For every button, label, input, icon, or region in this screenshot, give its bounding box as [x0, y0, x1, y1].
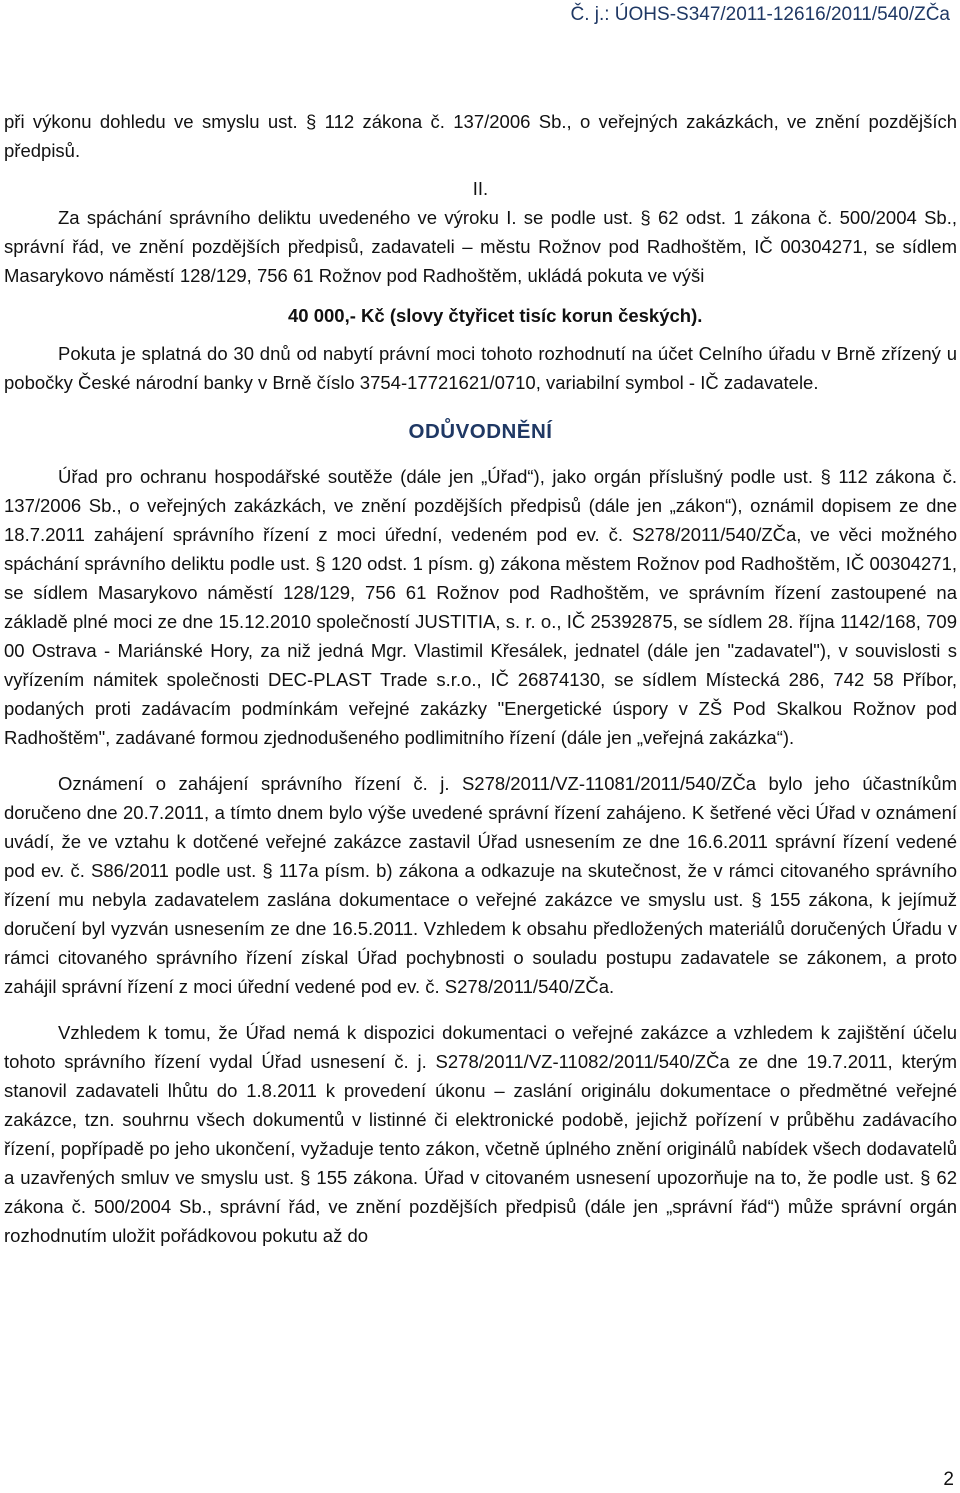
paragraph-payment: Pokuta je splatná do 30 dnů od nabytí právní moci tohoto rozhodnutí na účet Celního úřadu v Brně zřízený u pobočky České národní banky v Brně číslo 3754-17721621/0710, variabilní symbol - IČ zadavatele.: [4, 343, 957, 393]
section-numeral: II.: [472, 178, 489, 199]
paragraph-reasoning-2: Oznámení o zahájení správního řízení č. j. S278/2011/VZ-11081/2011/540/ZČa bylo jeho účastníkům doručeno dne 20.7.2011, a tímto dnem bylo výše uvedené správní řízení zahájeno. K šetřené věci Úřad v oznámení uvádí, že ve vztahu k dotčené veřejné zakázce zastavil Úřad usnesením ze dne 16.6.2011 správní řízení vedené pod ev. č. S86/2011 podle ust. § 117a písm. b) zákona a odkazuje na skutečnost, že v rámci citovaného správního řízení mu nebyla zadavatelem zaslána dokumentace o veřejné zakázce ve smyslu ust. § 155 zákona, k jejímuž doručení byl vyzván usnesením ze dne 16.5.2011. Vzhledem k obsahu předložených materiálů doručených Úřadu v rámci citovaného správního řízení získal Úřad pochybnosti o souladu postupu zadavatele se zákonem, a proto zahájil správní řízení z moci úřední vedené pod ev. č. S278/2011/540/ZČa.: [4, 773, 957, 997]
page-number: 2: [943, 1469, 954, 1490]
paragraph-penalty-intro: Za spáchání správního deliktu uvedeného ve výroku I. se podle ust. § 62 odst. 1 zákona č. 500/2004 Sb., správní řád, ve znění pozdějších předpisů, zadavateli – městu Rožnov pod Radhoštěm, IČ 00304271, se sídlem Masarykovo náměstí 128/129, 756 61 Rožnov pod Radhoštěm, ukládá pokuta ve výši: [4, 207, 957, 286]
document-body: [4, 107, 957, 1250]
penalty-amount: 40 000,- Kč (slovy čtyřicet tisíc korun českých).: [288, 305, 703, 326]
paragraph-reasoning-3: Vzhledem k tomu, že Úřad nemá k dispozici dokumentaci o veřejné zakázce a vzhledem k zajištění účelu tohoto správního řízení vydal Úřad usnesení č. j. S278/2011/VZ-11082/2011/540/ZČa ze dne 19.7.2011, kterým stanovil zadavateli lhůtu do 1.8.2011 k provedení úkonu – zaslání originálu dokumentace o předmětné veřejné zakázce, tzn. souhrnu všech dokumentů v listinné či elektronické podobě, jejichž pořízení v průběhu zadávacího řízení, popřípadě po jeho ukončení, vyžaduje tento zákon, včetně úplného znění originálů nabídek všech dodavatelů a uzavřených smluv ve smyslu ust. § 155 zákona. Úřad v citovaném usnesení upozorňuje na to, že podle ust. § 62 zákona č. 500/2004 Sb., správní řád, ve znění pozdějších předpisů (dále jen „správní řád“) může správní orgán rozhodnutím uložit pořádkovou pokutu až do: [4, 1022, 957, 1246]
document-reference-number: Č. j.: ÚOHS-S347/2011-12616/2011/540/ZČa: [570, 4, 950, 25]
paragraph-reasoning-1: Úřad pro ochranu hospodářské soutěže (dále jen „Úřad“), jako orgán příslušný podle ust. § 112 zákona č. 137/2006 Sb., o veřejných zakázkách, ve znění pozdějších předpisů (dále jen „zákon“), oznámil dopisem ze dne 18.7.2011 zahájení správního řízení z moci úřední, vedeném pod ev. č. S278/2011/540/ZČa, ve věci možného spáchání správního deliktu podle ust. § 120 odst. 1 písm. g) zákona městem Rožnov pod Radhoštěm, IČ 00304271, se sídlem Masarykovo náměstí 128/129, 756 61 Rožnov pod Radhoštěm, ve správním řízení zastoupené na základě plné moci ze dne 15.12.2010 společností JUSTITIA, s. r. o., IČ 25392875, se sídlem 28. října 1142/168, 709 00 Ostrava - Mariánské Hory, za niž jedná Mgr. Vlastimil Křesálek, jednatel (dále jen "zadavatel"), v souvislosti s vyřízením námitek společnosti DEC-PLAST Trade s.r.o., IČ 26874130, se sídlem Místecká 286, 742 58 Příbor, podaných proti zadávacím podmínkám veřejné zakázky "Energetické úspory v ZŠ Pod Skalkou Rožnov pod Radhoštěm", zadávané formou zjednodušeného podlimitního řízení (dále jen „veřejná zakázka“).: [4, 466, 957, 748]
section-heading-reasoning: ODŮVODNĚNÍ: [408, 420, 553, 443]
paragraph-continuation: při výkonu dohledu ve smyslu ust. § 112 zákona č. 137/2006 Sb., o veřejných zakázkách, ve znění pozdějších předpisů.: [4, 111, 957, 161]
